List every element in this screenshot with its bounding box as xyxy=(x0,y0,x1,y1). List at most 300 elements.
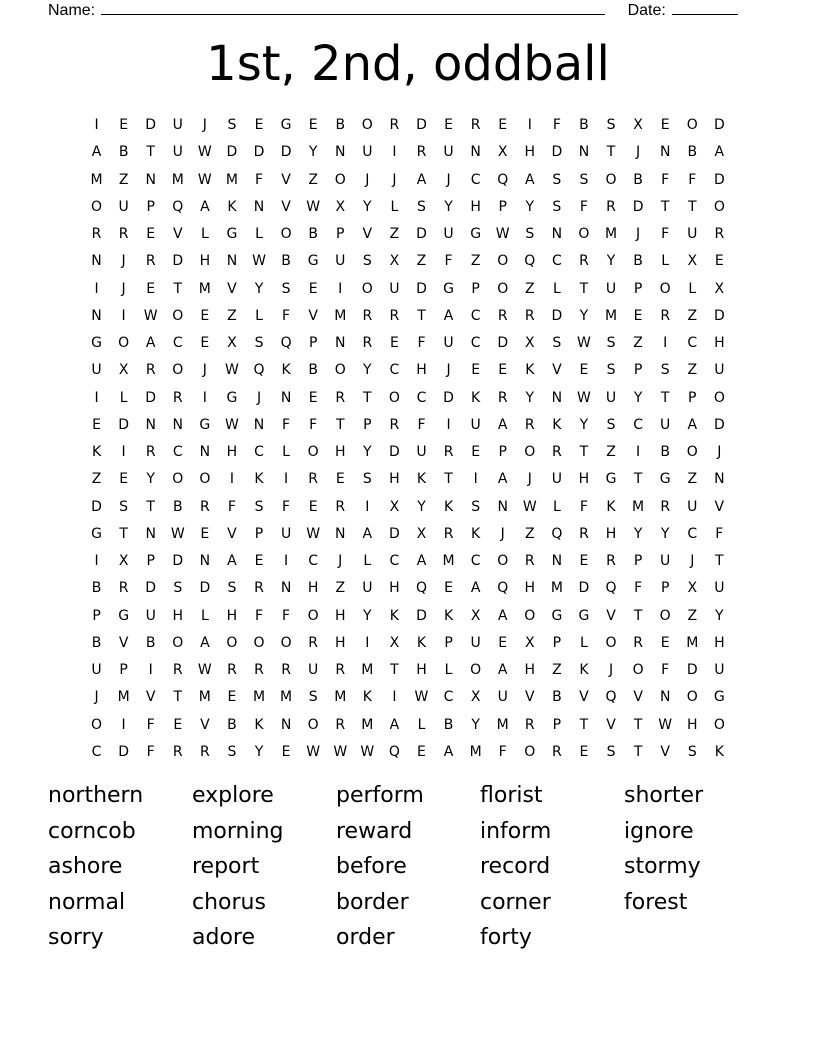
grid-letter[interactable]: K xyxy=(471,525,481,542)
grid-letter[interactable]: O xyxy=(199,471,211,488)
grid-letter[interactable]: G xyxy=(199,416,211,433)
grid-letter[interactable]: X xyxy=(524,335,535,351)
grid-letter[interactable]: H xyxy=(524,580,536,597)
grid-letter[interactable]: T xyxy=(173,280,183,297)
grid-letter[interactable]: R xyxy=(389,117,400,133)
grid-letter[interactable]: S xyxy=(606,416,616,433)
grid-letter[interactable]: D xyxy=(713,117,725,133)
grid-letter[interactable]: S xyxy=(254,498,264,515)
grid-letter[interactable]: R xyxy=(524,307,535,324)
grid-letter[interactable]: O xyxy=(686,117,698,133)
grid-letter[interactable]: R xyxy=(145,444,156,460)
grid-letter[interactable]: C xyxy=(470,171,481,188)
grid-letter[interactable]: L xyxy=(552,498,561,515)
grid-letter[interactable]: N xyxy=(145,525,156,542)
grid-letter[interactable]: K xyxy=(525,362,535,379)
grid-letter[interactable]: X xyxy=(687,580,698,597)
grid-letter[interactable]: P xyxy=(363,416,372,433)
grid-letter[interactable]: O xyxy=(470,662,482,678)
grid-letter[interactable]: O xyxy=(307,607,319,624)
grid-letter[interactable]: U xyxy=(605,280,617,297)
grid-letter[interactable]: R xyxy=(443,444,454,460)
grid-letter[interactable]: D xyxy=(172,253,184,270)
grid-letter[interactable]: V xyxy=(606,607,616,624)
grid-letter[interactable]: Q xyxy=(253,362,265,379)
grid-letter[interactable]: N xyxy=(253,198,265,215)
grid-letter[interactable]: N xyxy=(714,471,725,488)
grid-letter[interactable]: I xyxy=(94,117,99,133)
grid-letter[interactable]: O xyxy=(91,198,103,215)
grid-letter[interactable]: O xyxy=(686,689,698,706)
grid-letter[interactable]: D xyxy=(145,117,157,133)
grid-letter[interactable]: N xyxy=(145,171,156,188)
grid-letter[interactable]: H xyxy=(524,144,536,161)
grid-letter[interactable]: R xyxy=(145,362,156,379)
grid-letter[interactable]: D xyxy=(713,416,725,433)
grid-letter[interactable]: N xyxy=(226,253,238,270)
grid-letter[interactable]: F xyxy=(579,498,588,515)
grid-letter[interactable]: M xyxy=(334,689,347,706)
grid-letter[interactable]: E xyxy=(417,743,426,760)
grid-letter[interactable]: V xyxy=(172,226,183,242)
grid-letter[interactable]: P xyxy=(119,662,128,678)
grid-letter[interactable]: J xyxy=(365,171,370,188)
grid-letter[interactable]: Z xyxy=(687,362,698,379)
grid-letter[interactable]: T xyxy=(660,389,670,406)
grid-letter[interactable]: N xyxy=(335,335,346,351)
grid-letter[interactable]: D xyxy=(199,580,211,597)
grid-letter[interactable]: T xyxy=(119,525,128,542)
grid-letter[interactable]: N xyxy=(659,144,671,161)
grid-letter[interactable]: R xyxy=(199,743,210,760)
grid-letter[interactable]: T xyxy=(715,553,724,569)
grid-letter[interactable]: W xyxy=(577,389,591,406)
grid-letter[interactable]: E xyxy=(308,389,318,406)
grid-letter[interactable]: G xyxy=(91,335,102,351)
grid-letter[interactable]: U xyxy=(389,280,400,297)
grid-letter[interactable]: R xyxy=(335,716,346,733)
grid-letter[interactable]: S xyxy=(579,171,589,188)
grid-letter[interactable]: Z xyxy=(308,171,318,188)
grid-letter[interactable]: B xyxy=(633,171,643,188)
grid-letter[interactable]: R xyxy=(172,743,183,760)
grid-letter[interactable]: I xyxy=(121,716,126,733)
grid-letter[interactable]: A xyxy=(714,144,725,161)
grid-letter[interactable]: Z xyxy=(606,444,616,460)
grid-letter[interactable]: U xyxy=(145,607,156,624)
grid-letter[interactable]: H xyxy=(524,662,536,678)
grid-letter[interactable]: K xyxy=(471,389,481,406)
grid-letter[interactable]: W xyxy=(306,198,321,215)
grid-letter[interactable]: Y xyxy=(633,389,643,406)
grid-letter[interactable]: P xyxy=(633,553,643,569)
grid-letter[interactable]: Y xyxy=(715,607,724,624)
grid-letter[interactable]: H xyxy=(416,362,427,379)
grid-letter[interactable]: O xyxy=(172,471,184,488)
grid-letter[interactable]: E xyxy=(119,117,129,133)
grid-letter[interactable]: T xyxy=(579,444,589,460)
grid-letter[interactable]: S xyxy=(606,335,616,351)
grid-letter[interactable]: G xyxy=(605,471,617,488)
grid-letter[interactable]: I xyxy=(94,553,99,569)
grid-letter[interactable]: V xyxy=(660,743,670,760)
grid-letter[interactable]: U xyxy=(91,662,102,678)
grid-letter[interactable]: T xyxy=(146,144,155,161)
grid-letter[interactable]: D xyxy=(551,307,563,324)
grid-letter[interactable]: F xyxy=(661,171,670,188)
grid-letter[interactable]: J xyxy=(446,171,451,188)
grid-letter[interactable]: J xyxy=(121,253,126,270)
grid-letter[interactable]: Y xyxy=(363,607,372,624)
grid-letter[interactable]: T xyxy=(390,662,399,678)
grid-letter[interactable]: I xyxy=(284,471,289,488)
grid-letter[interactable]: B xyxy=(281,253,291,270)
grid-letter[interactable]: O xyxy=(91,716,103,733)
grid-letter[interactable]: T xyxy=(633,716,643,733)
grid-letter[interactable]: E xyxy=(146,280,156,297)
grid-letter[interactable]: E xyxy=(146,226,156,242)
grid-letter[interactable]: B xyxy=(118,144,129,161)
grid-letter[interactable]: H xyxy=(389,580,400,597)
grid-letter[interactable]: U xyxy=(714,580,725,597)
grid-letter[interactable]: I xyxy=(94,389,99,406)
grid-letter[interactable]: U xyxy=(443,335,454,351)
grid-letter[interactable]: D xyxy=(416,607,427,624)
grid-letter[interactable]: N xyxy=(551,226,563,242)
grid-letter[interactable]: U xyxy=(308,662,319,678)
grid-letter[interactable]: R xyxy=(579,525,589,542)
grid-letter[interactable]: Q xyxy=(280,335,292,351)
grid-letter[interactable]: N xyxy=(470,144,481,161)
grid-letter[interactable]: K xyxy=(606,498,616,515)
grid-letter[interactable]: X xyxy=(470,607,481,624)
grid-letter[interactable]: X xyxy=(633,117,643,133)
grid-letter[interactable]: G xyxy=(470,226,482,242)
grid-letter[interactable]: W xyxy=(333,743,348,760)
grid-letter[interactable]: S xyxy=(525,226,535,242)
grid-letter[interactable]: Z xyxy=(389,226,400,242)
grid-letter[interactable]: G xyxy=(307,253,319,270)
grid-letter[interactable]: A xyxy=(416,553,427,569)
grid-letter[interactable]: B xyxy=(660,444,670,460)
grid-letter[interactable]: F xyxy=(309,416,318,433)
grid-letter[interactable]: E xyxy=(308,498,318,515)
grid-letter[interactable]: V xyxy=(525,689,535,706)
grid-letter[interactable]: D xyxy=(118,743,129,760)
grid-letter[interactable]: I xyxy=(94,280,99,297)
grid-letter[interactable]: Z xyxy=(524,525,535,542)
grid-letter[interactable]: E xyxy=(227,689,237,706)
grid-letter[interactable]: O xyxy=(659,607,671,624)
grid-letter[interactable]: W xyxy=(225,416,239,433)
grid-letter[interactable]: S xyxy=(362,471,372,488)
grid-letter[interactable]: L xyxy=(255,226,263,242)
grid-letter[interactable]: Y xyxy=(525,389,535,406)
grid-letter[interactable]: L xyxy=(200,607,209,624)
grid-letter[interactable]: G xyxy=(91,525,102,542)
grid-letter[interactable]: K xyxy=(91,444,102,460)
grid-letter[interactable]: D xyxy=(145,389,157,406)
grid-letter[interactable]: I xyxy=(284,553,289,569)
grid-letter[interactable]: R xyxy=(172,389,183,406)
grid-letter[interactable]: Z xyxy=(687,471,698,488)
grid-letter[interactable]: B xyxy=(443,716,454,733)
grid-letter[interactable]: J xyxy=(717,444,722,460)
grid-letter[interactable]: E xyxy=(200,525,210,542)
grid-letter[interactable]: O xyxy=(713,389,725,406)
grid-letter[interactable]: O xyxy=(524,444,536,460)
grid-letter[interactable]: O xyxy=(713,716,725,733)
grid-letter[interactable]: N xyxy=(172,416,184,433)
grid-letter[interactable]: F xyxy=(282,607,291,624)
grid-letter[interactable]: P xyxy=(146,198,155,215)
grid-letter[interactable]: E xyxy=(281,743,291,760)
grid-letter[interactable]: R xyxy=(227,662,237,678)
grid-letter[interactable]: U xyxy=(660,416,671,433)
grid-letter[interactable]: I xyxy=(392,689,397,706)
grid-letter[interactable]: G xyxy=(578,607,590,624)
grid-letter[interactable]: E xyxy=(660,117,670,133)
grid-letter[interactable]: R xyxy=(199,498,210,515)
date-blank-line[interactable] xyxy=(672,0,738,15)
grid-letter[interactable]: O xyxy=(280,226,292,242)
grid-letter[interactable]: Q xyxy=(605,580,617,597)
grid-letter[interactable]: B xyxy=(91,634,102,651)
grid-letter[interactable]: T xyxy=(579,280,589,297)
grid-letter[interactable]: P xyxy=(471,280,480,297)
grid-letter[interactable]: U xyxy=(714,662,725,678)
grid-letter[interactable]: Z xyxy=(118,171,129,188)
grid-letter[interactable]: C xyxy=(687,525,698,542)
grid-letter[interactable]: R xyxy=(362,307,373,324)
grid-letter[interactable]: E xyxy=(200,307,210,324)
grid-letter[interactable]: Y xyxy=(254,280,264,297)
grid-letter[interactable]: E xyxy=(498,362,508,379)
grid-letter[interactable]: D xyxy=(172,553,184,569)
grid-letter[interactable]: S xyxy=(471,498,481,515)
grid-letter[interactable]: J xyxy=(256,389,262,406)
grid-letter[interactable]: O xyxy=(172,307,184,324)
grid-letter[interactable]: B xyxy=(227,716,237,733)
grid-letter[interactable]: F xyxy=(417,335,426,351)
grid-letter[interactable]: E xyxy=(579,743,589,760)
grid-letter[interactable]: I xyxy=(663,335,668,351)
grid-letter[interactable]: N xyxy=(199,553,211,569)
grid-letter[interactable]: E xyxy=(660,634,670,651)
grid-letter[interactable]: O xyxy=(497,280,509,297)
grid-letter[interactable]: R xyxy=(91,226,102,242)
grid-letter[interactable]: E xyxy=(714,253,724,270)
grid-letter[interactable]: A xyxy=(497,471,508,488)
grid-letter[interactable]: G xyxy=(280,117,292,133)
grid-letter[interactable]: M xyxy=(604,307,618,324)
grid-letter[interactable]: T xyxy=(173,689,183,706)
grid-letter[interactable]: K xyxy=(281,362,291,379)
grid-letter[interactable]: D xyxy=(578,580,590,597)
grid-letter[interactable]: F xyxy=(282,416,291,433)
grid-letter[interactable]: X xyxy=(389,498,400,515)
grid-letter[interactable]: W xyxy=(658,716,673,733)
grid-letter[interactable]: K xyxy=(552,416,562,433)
grid-letter[interactable]: E xyxy=(389,335,399,351)
grid-letter[interactable]: S xyxy=(552,198,562,215)
grid-letter[interactable]: B xyxy=(145,634,156,651)
grid-letter[interactable]: R xyxy=(552,743,562,760)
grid-letter[interactable]: T xyxy=(579,716,589,733)
grid-letter[interactable]: L xyxy=(552,280,561,297)
grid-letter[interactable]: L xyxy=(363,553,372,569)
grid-letter[interactable]: F xyxy=(688,171,697,188)
grid-letter[interactable]: C xyxy=(470,335,481,351)
grid-letter[interactable]: A xyxy=(389,716,400,733)
grid-letter[interactable]: F xyxy=(498,743,507,760)
grid-letter[interactable]: H xyxy=(578,471,590,488)
grid-letter[interactable]: Y xyxy=(579,307,589,324)
grid-letter[interactable]: Z xyxy=(687,607,698,624)
grid-letter[interactable]: T xyxy=(363,389,372,406)
grid-letter[interactable]: D xyxy=(145,580,157,597)
grid-letter[interactable]: N xyxy=(280,716,292,733)
grid-letter[interactable]: O xyxy=(713,198,725,215)
grid-letter[interactable]: X xyxy=(714,280,725,297)
grid-letter[interactable]: W xyxy=(197,144,212,161)
grid-letter[interactable]: V xyxy=(606,716,616,733)
grid-letter[interactable]: U xyxy=(280,525,292,542)
grid-letter[interactable]: M xyxy=(604,226,618,242)
grid-letter[interactable]: M xyxy=(225,171,238,188)
grid-letter[interactable]: O xyxy=(334,171,346,188)
grid-letter[interactable]: B xyxy=(335,117,346,133)
grid-letter[interactable]: Y xyxy=(417,498,426,515)
grid-letter[interactable]: S xyxy=(227,117,237,133)
grid-letter[interactable]: A xyxy=(227,553,237,569)
grid-letter[interactable]: F xyxy=(417,416,426,433)
grid-letter[interactable]: W xyxy=(170,525,185,542)
grid-letter[interactable]: U xyxy=(660,553,671,569)
grid-letter[interactable]: M xyxy=(198,280,211,297)
grid-letter[interactable]: V xyxy=(118,634,129,651)
grid-letter[interactable]: R xyxy=(118,580,129,597)
grid-letter[interactable]: S xyxy=(606,362,616,379)
grid-letter[interactable]: F xyxy=(146,716,155,733)
grid-letter[interactable]: N xyxy=(91,307,102,324)
grid-letter[interactable]: B xyxy=(308,226,318,242)
grid-letter[interactable]: Y xyxy=(363,444,372,460)
grid-letter[interactable]: Y xyxy=(633,525,643,542)
grid-letter[interactable]: H xyxy=(605,525,617,542)
grid-letter[interactable]: F xyxy=(661,226,670,242)
grid-letter[interactable]: H xyxy=(307,580,319,597)
grid-letter[interactable]: K xyxy=(416,471,427,488)
grid-letter[interactable]: S xyxy=(552,335,562,351)
grid-letter[interactable]: L xyxy=(417,716,426,733)
grid-letter[interactable]: D xyxy=(443,389,454,406)
grid-letter[interactable]: U xyxy=(714,362,725,379)
grid-letter[interactable]: W xyxy=(252,253,266,270)
grid-letter[interactable]: Y xyxy=(579,416,589,433)
grid-letter[interactable]: N xyxy=(578,144,590,161)
grid-letter[interactable]: X xyxy=(524,634,535,651)
grid-letter[interactable]: Z xyxy=(470,253,481,270)
grid-letter[interactable]: A xyxy=(416,171,427,188)
grid-letter[interactable]: V xyxy=(145,689,156,706)
grid-letter[interactable]: B xyxy=(91,580,102,597)
grid-letter[interactable]: T xyxy=(335,416,345,433)
grid-letter[interactable]: X xyxy=(227,335,237,351)
grid-letter[interactable]: U xyxy=(335,253,346,270)
grid-letter[interactable]: C xyxy=(470,553,481,569)
grid-letter[interactable]: G xyxy=(443,280,454,297)
grid-letter[interactable]: J xyxy=(338,553,343,569)
grid-letter[interactable]: A xyxy=(145,335,156,351)
grid-letter[interactable]: J xyxy=(94,689,99,706)
grid-letter[interactable]: R xyxy=(524,716,535,733)
grid-letter[interactable]: Q xyxy=(497,580,509,597)
grid-letter[interactable]: C xyxy=(172,444,183,460)
grid-letter[interactable]: R xyxy=(389,307,400,324)
grid-letter[interactable]: T xyxy=(417,307,426,324)
grid-letter[interactable]: V xyxy=(227,525,237,542)
grid-letter[interactable]: P xyxy=(552,716,562,733)
grid-letter[interactable]: D xyxy=(416,117,427,133)
grid-letter[interactable]: Q xyxy=(524,253,536,270)
grid-letter[interactable]: V xyxy=(281,171,291,188)
grid-letter[interactable]: R xyxy=(172,662,183,678)
grid-letter[interactable]: J xyxy=(636,144,641,161)
grid-letter[interactable]: R xyxy=(524,553,535,569)
grid-letter[interactable]: V xyxy=(362,226,373,242)
grid-letter[interactable]: T xyxy=(606,144,616,161)
grid-letter[interactable]: Y xyxy=(660,525,670,542)
grid-letter[interactable]: M xyxy=(90,171,103,188)
grid-letter[interactable]: O xyxy=(172,634,184,651)
grid-letter[interactable]: K xyxy=(254,471,264,488)
grid-letter[interactable]: P xyxy=(660,580,670,597)
grid-letter[interactable]: H xyxy=(389,471,400,488)
grid-letter[interactable]: V xyxy=(633,689,643,706)
grid-letter[interactable]: U xyxy=(605,389,617,406)
grid-letter[interactable]: Q xyxy=(172,198,184,215)
grid-letter[interactable]: R xyxy=(335,662,346,678)
grid-letter[interactable]: P xyxy=(308,335,318,351)
grid-letter[interactable]: Y xyxy=(363,198,372,215)
grid-letter[interactable]: U xyxy=(551,471,562,488)
grid-letter[interactable]: A xyxy=(200,634,210,651)
grid-letter[interactable]: C xyxy=(687,335,698,351)
grid-letter[interactable]: B xyxy=(687,144,698,161)
grid-letter[interactable]: A xyxy=(497,662,508,678)
grid-letter[interactable]: A xyxy=(470,580,481,597)
grid-letter[interactable]: E xyxy=(254,553,264,569)
grid-letter[interactable]: O xyxy=(118,335,130,351)
grid-letter[interactable]: R xyxy=(470,117,481,133)
grid-letter[interactable]: V xyxy=(281,198,291,215)
grid-letter[interactable]: D xyxy=(713,171,725,188)
grid-letter[interactable]: J xyxy=(202,117,207,133)
grid-letter[interactable]: L xyxy=(580,634,588,651)
grid-letter[interactable]: U xyxy=(687,498,698,515)
grid-letter[interactable]: R xyxy=(335,498,346,515)
grid-letter[interactable]: U xyxy=(443,226,454,242)
grid-letter[interactable]: N xyxy=(335,144,346,161)
grid-letter[interactable]: R xyxy=(254,662,264,678)
grid-letter[interactable]: Q xyxy=(415,580,427,597)
grid-letter[interactable]: F xyxy=(254,171,264,188)
grid-letter[interactable]: F xyxy=(634,580,643,597)
grid-letter[interactable]: Y xyxy=(525,198,535,215)
grid-letter[interactable]: S xyxy=(173,580,183,597)
grid-letter[interactable]: M xyxy=(496,716,509,733)
